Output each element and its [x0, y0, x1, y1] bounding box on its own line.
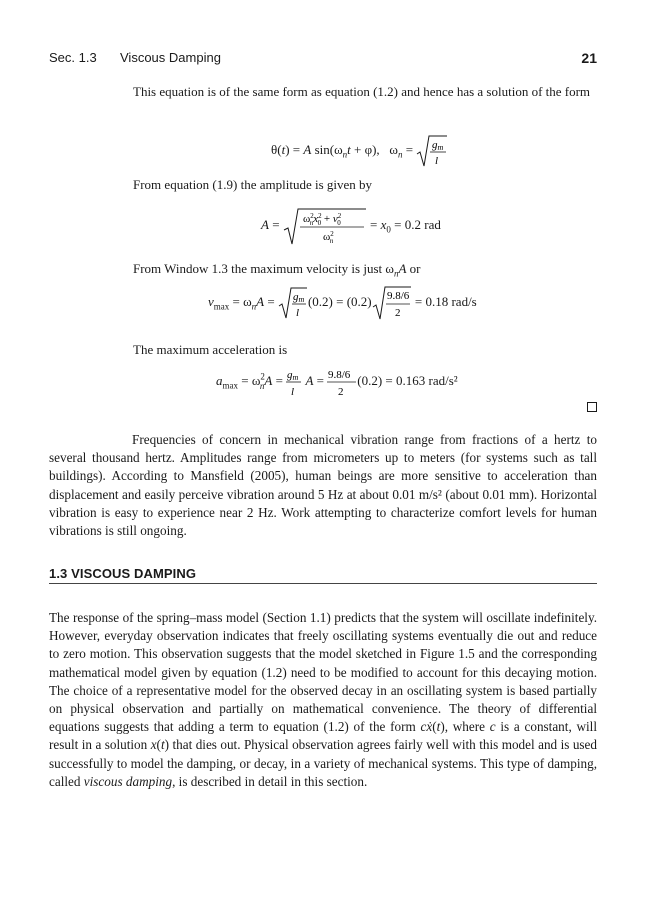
sqrt-amplitude-fraction	[283, 206, 367, 246]
svg-text:2: 2	[338, 386, 344, 398]
paragraph-viscous-damping: The response of the spring–mass model (Section 1.1) predicts that the system will oscillate indefinitely. However, everyday observation indicates that freely oscillating systems eventually die out and reduce to zero motion. This observation suggests that the model sketched in Figure 1.5 and the corresponding mathematical model given by equation (1.2) need to be modified to account for this decaying motion. The choice of a representative model for the observed decay in an oscillating system is based partially on physical observation and partially on mathematical convenience. The theory of differential equations suggests that adding a term to equation (1.2) of the form cẋ(t), where c is a constant, will result in a solution x(t) that dies out. Physical observation agrees fairly well with this model and is used successfully to model the damping, or decay, in a variety of mechanical systems. This type of damping, called viscous damping, is described in detail in this section.	[49, 610, 597, 789]
page-number: 21	[581, 50, 597, 66]
paragraph-max-velocity-post: or	[406, 261, 421, 276]
running-header	[49, 50, 597, 70]
equation-max-acceleration: $a_{max} = \omega^2_nA$ = gm l A = 9.8/6 2 (0.2) = 0.163 rad/s²	[216, 365, 458, 399]
section-heading-rule	[49, 583, 597, 584]
equation-amplitude: A = $\omega^2$ $nx^2$ $0 + v^2$ 0 $\omega^2$ n = $x_0 = 0.2$ rad	[261, 206, 441, 246]
svg-text:ω2nx20 + v20: $\omega^2$ $nx^2$ $0 + v^2$ 0	[302, 212, 342, 227]
svg-text:9.8/6: 9.8/6	[328, 369, 351, 381]
max-acceleration-value: 0.163 rad/s²	[395, 372, 458, 388]
paragraph-form-statement: This equation is of the same form as equation (1.2) and hence has a solution of the form	[133, 84, 591, 99]
fraction-9p8-over-6-over-2	[327, 365, 357, 399]
equation-max-velocity: $v_{max} = \omega_nA$ = gm l (0.2) = (0.2) 9.8/6 2 = 0.18 rad/s	[208, 285, 477, 321]
sqrt-gm-over-l	[416, 134, 448, 168]
svg-text:l: l	[295, 307, 300, 319]
svg-text:gm: gm	[432, 139, 444, 152]
end-of-example-box	[587, 402, 597, 412]
paragraph-max-acceleration-intro: The maximum acceleration is	[133, 342, 288, 357]
section-number: Sec. 1.3	[49, 50, 97, 65]
svg-text:9.8/6: 9.8/6	[386, 290, 409, 302]
svg-text:l: l	[435, 155, 439, 167]
vd-text-a: The response of the spring–mass model (Section 1.1) predicts that the system will oscillate indefinitely. However, everyday observation indicates that freely oscillating systems eventually die out and reduce to zero motion. This observation suggests that the model sketched in Figure 1.5 and the corresponding mathematical model given by equation (1.2) need to be modified to account for this decaying motion. The choice of a representative model for the observed decay in an oscillating system is based partially on physical observation and partially on mathematical convenience. The theory of differential equations suggests that adding a term to equation (1.2) of the form	[49, 610, 597, 735]
vd-text-b: , where	[444, 719, 490, 735]
fraction-gm-over-l	[286, 365, 302, 399]
paragraph-amplitude-intro: From equation (1.9) the amplitude is given by	[133, 177, 373, 192]
paragraph-max-velocity-pre: From Window 1.3 the maximum velocity is just	[133, 261, 386, 276]
svg-text:l: l	[291, 386, 295, 398]
paragraph-vibration-frequencies: Frequencies of concern in mechanical vibration range from fractions of a hertz to several thousand hertz. Amplitudes range from micrometers up to meters (for systems such as tall buildings). According to Mansfield (2005), human beings are more sensitive to acceleration than displacement and easily perceive vibration around 5 Hz at about 0.01 m/s² (about 0.01 mm). Horizontal vibration is easy to experience near 2 Hz. Work attempting to characterize comfort levels for human vibrations is still ongoing.	[49, 432, 597, 539]
svg-text:gm: gm	[292, 291, 305, 304]
sqrt-9p8-over-6-over-2	[372, 285, 412, 321]
max-velocity-value: 0.18 rad/s	[425, 293, 477, 309]
section-heading: 1.3 VISCOUS DAMPING	[49, 566, 197, 581]
vd-text-d: that dies out. Physical observation agrees fairly well with this model and is used successfully to model the damping, or decay, in a variety of mechanical systems. This type of damping, called	[49, 737, 597, 789]
equation-solution	[271, 134, 448, 168]
vd-text-f: , is described in detail in this section.	[172, 773, 368, 789]
vd-term-viscous-damping: viscous damping	[83, 773, 173, 789]
vd-text-c: is a constant, will result in a solution	[49, 719, 597, 753]
svg-text:gm: gm	[287, 369, 299, 382]
sqrt-gm-over-l-2	[278, 286, 308, 320]
section-title: Viscous Damping	[120, 50, 221, 65]
svg-text:ω2n: $\omega^2$ n	[322, 230, 334, 245]
equation-solution-text: θ(t) = A $\sin(\omega_nt + \varphi)$, $\omega_n$ = gm l	[271, 142, 448, 157]
paragraph-max-velocity-intro: From Window 1.3 the maximum velocity is just $\omega_nA$ or	[133, 261, 421, 279]
svg-text:2: 2	[394, 307, 401, 319]
